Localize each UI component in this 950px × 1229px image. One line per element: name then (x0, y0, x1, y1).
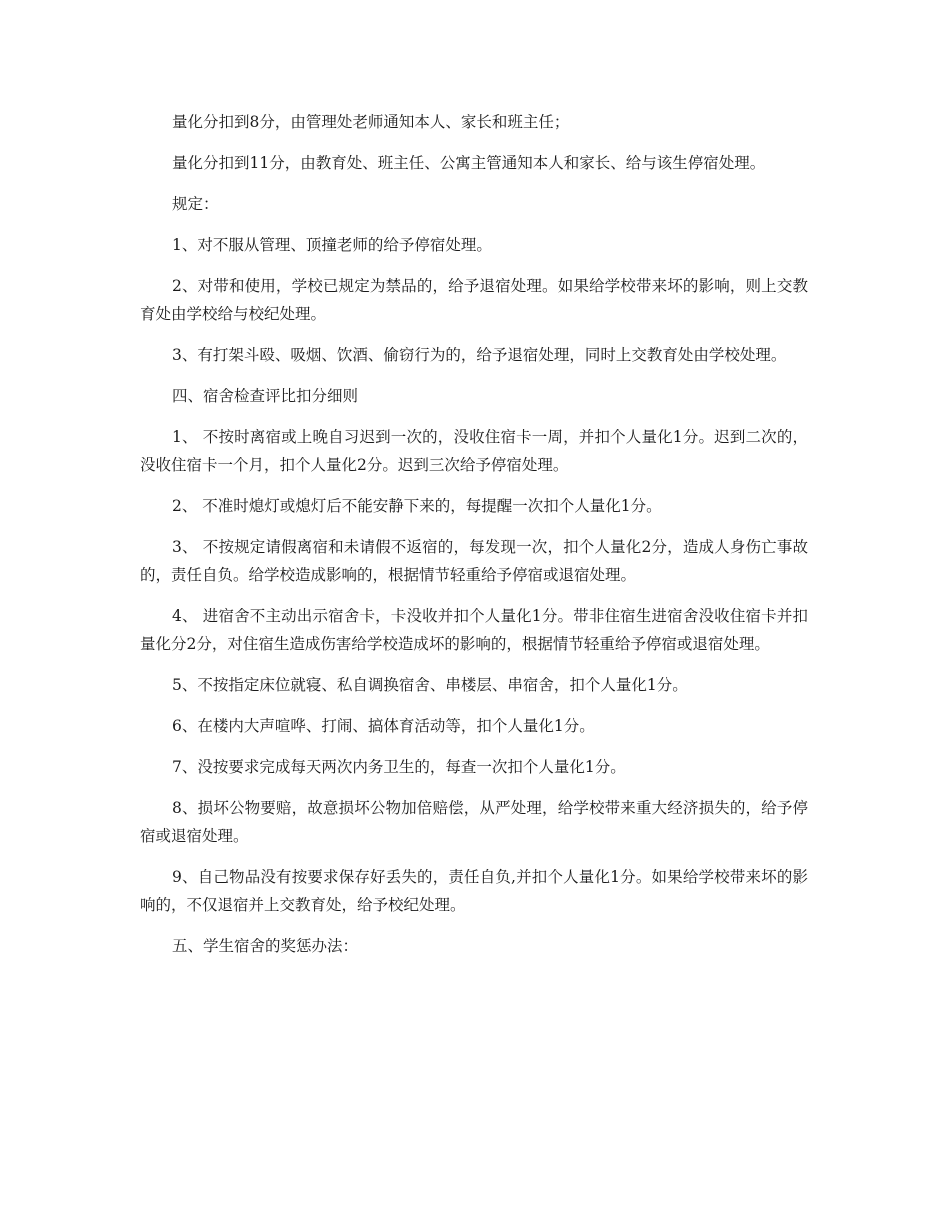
paragraph-deduct-11: 量化分扣到11分，由教育处、班主任、公寓主管通知本人和家长、给与该生停宿处理。 (172, 154, 766, 172)
document-page (140, 108, 808, 973)
paragraph-detail-8: 8、损坏公物要赔，故意损坏公物加倍赔偿，从严处理，给学校带来重大经济损失的，给予停宿或退宿处理。 (140, 799, 808, 845)
paragraph-detail-7: 7、没按要求完成每天两次内务卫生的，每查一次扣个人量化1分。 (172, 758, 626, 776)
paragraph-detail-9: 9、自己物品没有按要求保存好丢失的，责任自负,并扣个人量化1分。如果给学校带来坏的影响的，不仅退宿并上交教育处，给予校纪处理。 (140, 868, 808, 914)
paragraph-detail-3: 3、 不按规定请假离宿和未请假不返宿的，每发现一次，扣个人量化2分，造成人身伤亡事故的，责任自负。给学校造成影响的，根据情节轻重给予停宿或退宿处理。 (140, 538, 808, 584)
paragraph-detail-4: 4、 进宿舍不主动出示宿舍卡，卡没收并扣个人量化1分。带非住宿生进宿舍没收住宿卡并扣量化分2分，对住宿生造成伤害给学校造成坏的影响的，根据情节轻重给予停宿或退宿处理。 (140, 607, 808, 653)
paragraph-detail-5: 5、不按指定床位就寝、私自调换宿舍、串楼层、串宿舍，扣个人量化1分。 (172, 676, 688, 694)
paragraph-deduct-8: 量化分扣到8分，由管理处老师通知本人、家长和班主任； (172, 113, 570, 131)
section-heading-5: 五、学生宿舍的奖惩办法： (172, 937, 359, 955)
paragraph-rule-2: 2、对带和使用，学校已规定为禁品的，给予退宿处理。如果给学校带来坏的影响，则上交教育处由学校给与校纪处理。 (140, 277, 808, 323)
paragraph-rule-1: 1、对不服从管理、顶撞老师的给予停宿处理。 (172, 236, 492, 254)
section-heading-4: 四、宿舍检查评比扣分细则 (172, 387, 359, 405)
paragraph-detail-6: 6、在楼内大声喧哗、打闹、搞体育活动等，扣个人量化1分。 (172, 717, 595, 735)
paragraph-detail-2: 2、 不准时熄灯或熄灯后不能安静下来的，每提醒一次扣个人量化1分。 (172, 497, 662, 515)
paragraph-rules-heading: 规定： (172, 195, 219, 213)
paragraph-detail-1: 1、 不按时离宿或上晚自习迟到一次的，没收住宿卡一周，并扣个人量化1分。迟到二次的， 没收住宿卡一个月，扣个人量化2分。迟到三次给予停宿处理。 (140, 428, 808, 474)
paragraph-rule-3: 3、有打架斗殴、吸烟、饮酒、偷窃行为的，给予退宿处理，同时上交教育处由学校处理。 (172, 346, 787, 364)
